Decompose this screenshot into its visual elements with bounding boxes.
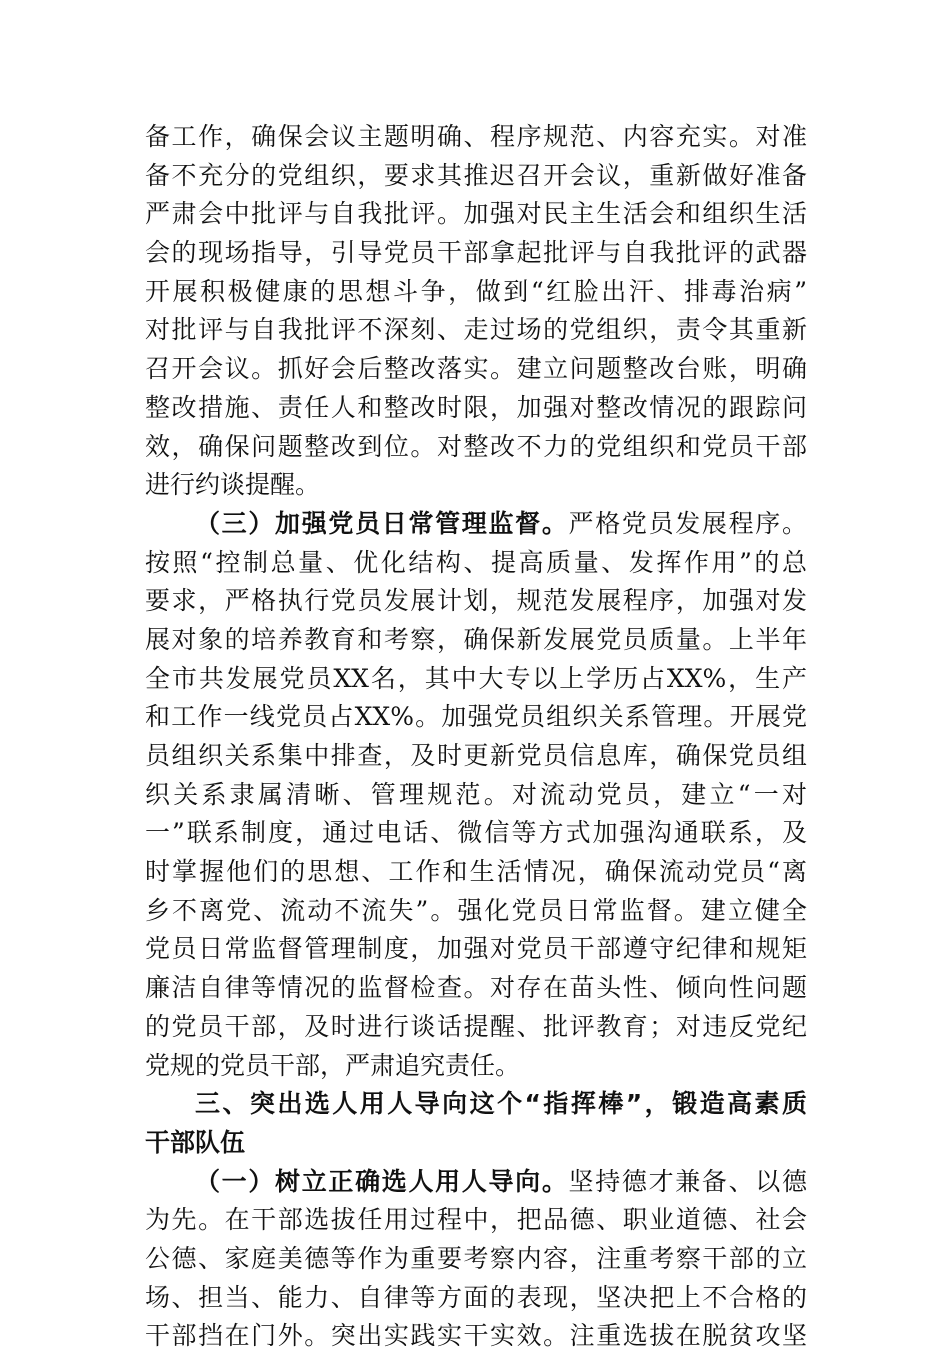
text-line: 公德、家庭美德等作为重要考察内容，注重考察干部的立 [145,1243,807,1273]
text-line: 对批评与自我批评不深刻、走过场的党组织，责令其重新 [145,315,807,345]
text-line: 为先。在干部选拔任用过程中，把品德、职业道德、社会 [145,1205,807,1235]
text-line: 整改措施、责任人和整改时限，加强对整改情况的跟踪问 [145,392,807,422]
text-line: 要求，严格执行党员发展计划，规范发展程序，加强对发 [145,586,807,616]
text-line: 乡不离党、流动不流失”。强化党员日常监督。建立健全 [145,895,807,925]
text-line: 干部挡在门外。突出实践实干实效。注重选拔在脱贫攻坚 [145,1321,807,1351]
text-line: 一”联系制度，通过电话、微信等方式加强沟通联系，及 [145,818,807,848]
text-line: 严肃会中批评与自我批评。加强对民主生活会和组织生活 [145,199,807,229]
subsection-1-first-text: 坚持德才兼备、以德 [568,1166,807,1196]
text-line: 时掌握他们的思想、工作和生活情况，确保流动党员“离 [145,857,807,887]
text-line: 全市共发展党员XX名，其中大专以上学历占XX%，生产 [145,663,807,693]
text-line: 会的现场指导，引导党员干部拿起批评与自我批评的武器 [145,238,807,268]
text-line: 和工作一线党员占XX%。加强党员组织关系管理。开展党 [145,702,807,732]
text-line: 员组织关系集中排查，及时更新党员信息库，确保党员组 [145,741,807,770]
text-line: 展对象的培养教育和考察，确保新发展党员质量。上半年 [145,624,807,654]
text-line: 备不充分的党组织，要求其推迟召开会议，重新做好准备 [145,160,807,190]
section-3-heading-line-1: 三、突出选人用人导向这个“指挥棒”，锻造高素质 [195,1089,807,1119]
subsection-1-first-line [145,1163,807,1202]
text-line: 场、担当、能力、自律等方面的表现，坚决把上不合格的 [145,1282,807,1312]
text-line: 的党员干部，及时进行谈话提醒、批评教育；对违反党纪 [145,1011,807,1041]
text-line: 党员日常监督管理制度，加强对党员干部遵守纪律和规矩 [145,934,807,964]
body-text [145,118,807,1356]
text-line: 织关系隶属清晰、管理规范。对流动党员，建立“一对 [145,779,807,809]
text-line: 按照“控制总量、优化结构、提高质量、发挥作用”的总 [145,547,807,577]
subsection-1-title: （一）树立正确选人用人导向。 [195,1166,569,1196]
text-line: 效，确保问题整改到位。对整改不力的党组织和党员干部 [145,431,807,461]
text-line: 备工作，确保会议主题明确、程序规范、内容充实。对准 [145,122,807,151]
text-line: 开展积极健康的思想斗争，做到“红脸出汗、排毒治病” [145,276,807,306]
subsection-3-title: （三）加强党员日常管理监督。 [195,508,569,538]
section-3-heading-line-2: 干部队伍 [145,1127,246,1157]
subsection-3-first-line [145,505,807,544]
subsection-3-first-text: 严格党员发展程序。 [568,508,807,538]
text-line: 廉洁自律等情况的监督检查。对存在苗头性、倾向性问题 [145,973,807,1003]
text-line: 进行约谈提醒。 [145,470,321,500]
text-line: 召开会议。抓好会后整改落实。建立问题整改台账，明确 [145,354,807,384]
text-line: 党规的党员干部，严肃追究责任。 [145,1050,521,1080]
